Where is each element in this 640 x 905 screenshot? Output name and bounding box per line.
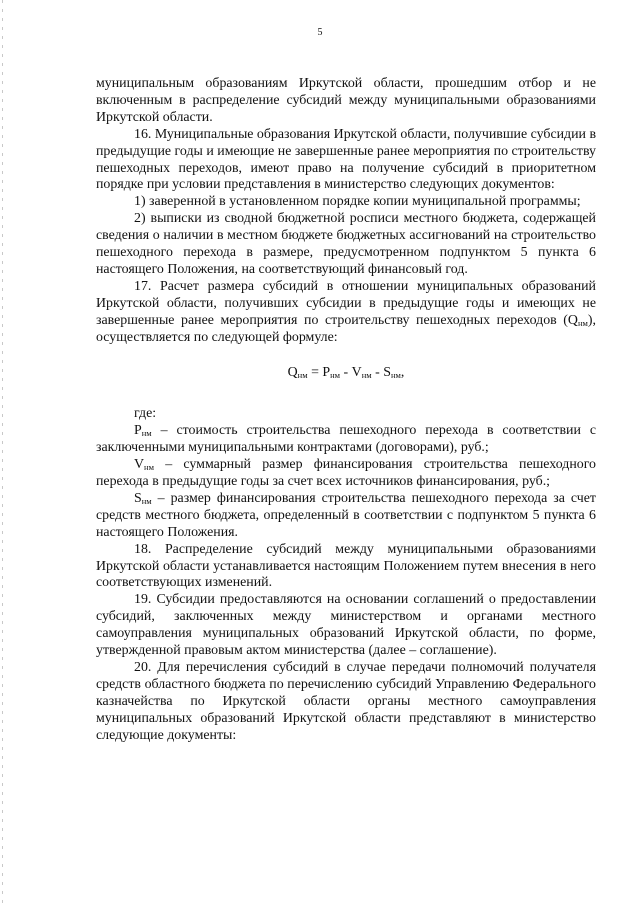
paragraph-19: 19. Субсидии предоставляются на основании соглашений о предоставлении субсидий, заключенных между министерством и органами местного самоуправления муниципальных образований Иркутской области, по форме, утвержденной правовым актом министерства (далее – соглашение). <box>96 592 596 659</box>
paragraph-20: 20. Для перечисления субсидий в случае передачи полномочий получателя средств областного бюджета по перечислению субсидий Управлению Федерального казначейства по Иркутской области органы местного самоуправления муниципальных образований Иркутской области представляют в министерство следующие документы: <box>96 660 596 743</box>
formula-q-subscript: нм <box>297 369 308 380</box>
definition-p-symbol: P <box>134 423 142 439</box>
paragraph-17-text-before: 17. Расчет размера субсидий в отношении муниципальных образований Иркутской области, получивших субсидии в предыдущие годы и имеющих не завершенные ранее мероприятия по строительству пешеходных переходов (Q <box>96 278 596 328</box>
where-label: где: <box>134 406 157 422</box>
paragraph-17-text-after: ), осуществляется по следующей формуле: <box>96 312 596 345</box>
definition-s <box>96 491 596 542</box>
definition-v-subscript: нм <box>144 462 154 473</box>
formula-s-subscript: нм <box>390 369 401 380</box>
formula-tail: , <box>400 364 405 380</box>
paragraph-16-item-2: 2) выписки из сводной бюджетной росписи местного бюджета, содержащей сведения о наличии в местном бюджете бюджетных ассигнований на строительство пешеходного перехода в размере, предусмотренном подпунктом 5 пункта 6 настоящего Положения, на соответствующий финансовый год. <box>96 211 596 277</box>
definition-p <box>96 423 596 457</box>
definition-v-text: – суммарный размер финансирования строительства пешеходного перехода в предыдущие годы за счет всех источников финансирования, руб.; <box>96 457 596 490</box>
definition-s-subscript: нм <box>141 495 152 506</box>
paragraph-16: 16. Муниципальные образования Иркутской области, получившие субсидии в предыдущие годы и имеющие не завершенные ранее мероприятия по строительству пешеходных переходов, имеют право на получение субсидий в приоритетном порядке при условии представления в министерство следующих документов: <box>96 126 597 193</box>
paragraph-16-item-1: 1) заверенной в установленном порядке копии муниципальной программы; <box>134 194 581 210</box>
definition-s-text: – размер финансирования строительства пешеходного перехода за счет средств местного бюджета, определенный в соответствии с подпунктом 5 пункта 6 настоящего Положения. <box>96 490 596 540</box>
formula-q: Q <box>287 364 298 380</box>
formula <box>96 365 596 384</box>
paragraph-17 <box>96 279 596 347</box>
definition-p-subscript: нм <box>141 428 152 439</box>
paragraph-continuation: муниципальным образованиям Иркутской области, прошедшим отбор и не включенным в распределение субсидий между муниципальными образованиями Иркутской области. <box>96 76 596 125</box>
formula-equals: = <box>307 364 323 380</box>
definition-v <box>96 457 596 491</box>
paragraph-18: 18. Распределение субсидий между муниципальными образованиями Иркутской области устанавливается настоящим Положением путем внесения в него соответствующих изменений. <box>96 541 596 591</box>
formula-s: S <box>383 364 391 380</box>
paragraph-17-subscript: нм <box>577 317 588 328</box>
formula-p-subscript: нм <box>330 369 341 380</box>
formula-minus-2: - <box>371 364 384 380</box>
document-body <box>96 76 596 745</box>
definition-v-symbol: V <box>134 457 145 473</box>
formula-minus-1: - <box>340 364 352 380</box>
definition-s-symbol: S <box>134 490 142 506</box>
formula-p: P <box>322 364 331 380</box>
formula-v-subscript: нм <box>361 369 372 380</box>
page-number: 5 <box>317 27 323 38</box>
formula-v: V <box>351 364 362 380</box>
definition-p-text: – стоимость строительства пешеходного перехода в соответствии с заключенными муниципальными контрактами (договорами), руб.; <box>96 423 596 456</box>
scan-edge-mark <box>2 0 3 905</box>
